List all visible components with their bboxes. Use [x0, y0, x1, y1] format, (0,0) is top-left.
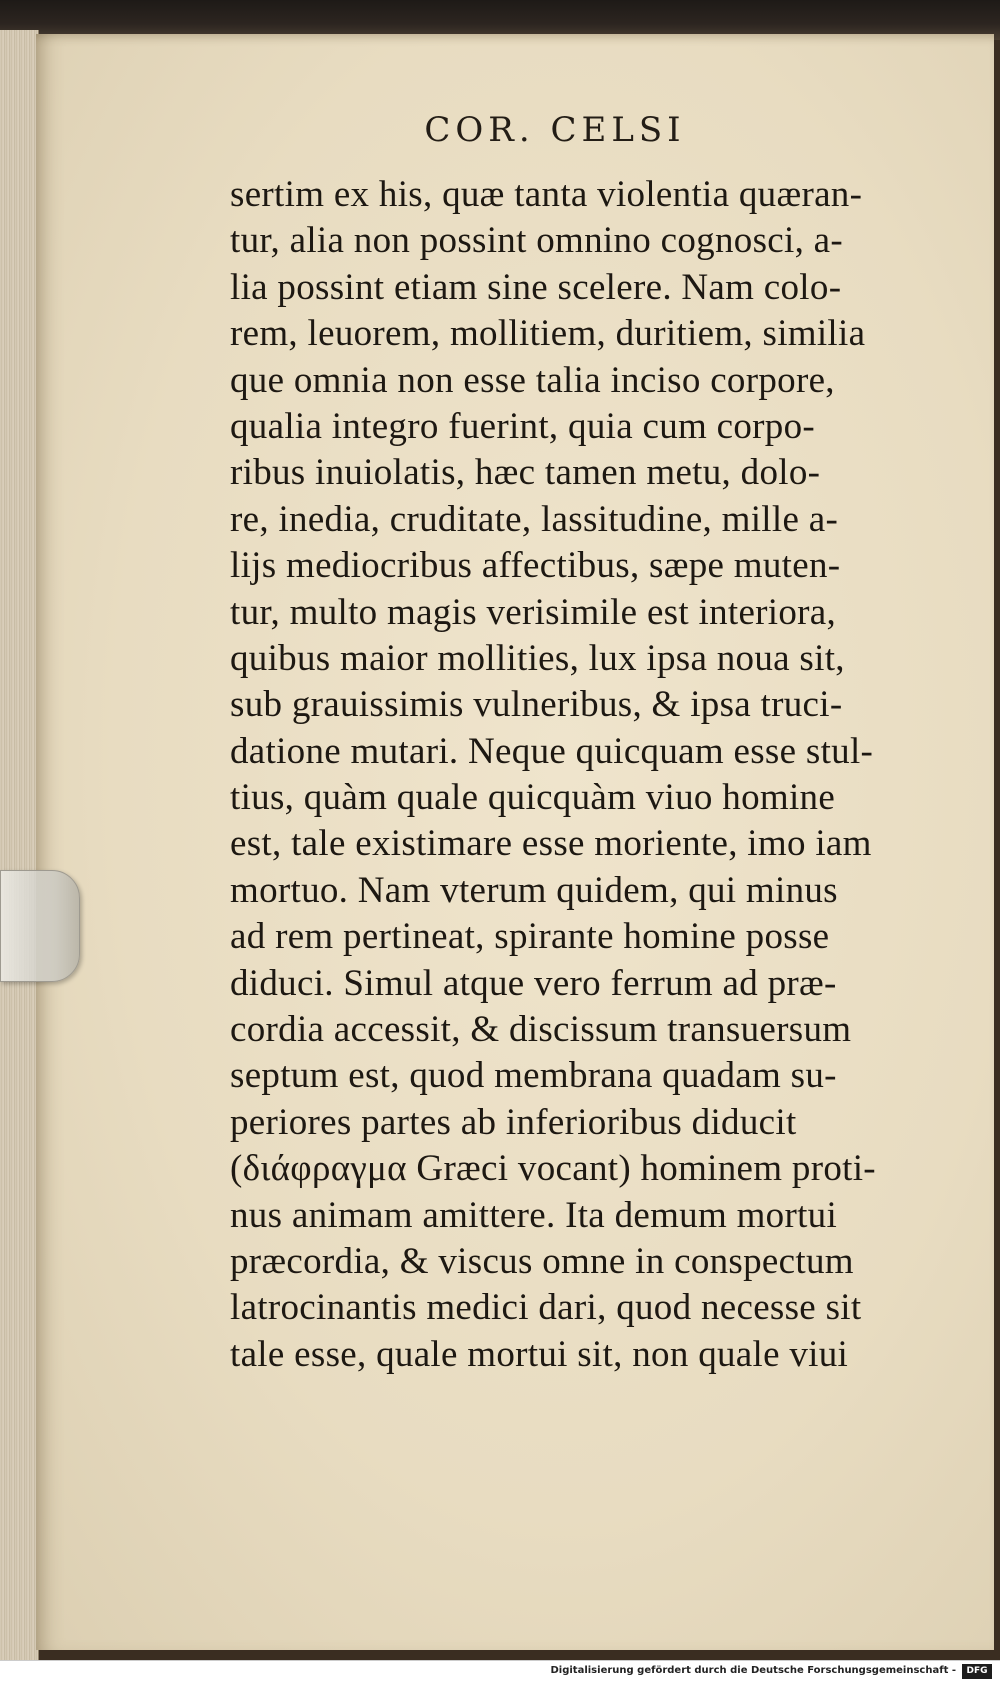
dfg-logo: DFG [962, 1664, 992, 1679]
text-line: tale esse, quale mortui sit, non quale viui [230, 1333, 849, 1375]
text-line: quibus maior mollities, lux ipsa noua sit, [230, 637, 845, 679]
text-line: rem, leuorem, mollitiem, duritiem, similia [230, 313, 866, 355]
text-line: est, tale existimare esse moriente, imo iam [230, 823, 872, 865]
text-line: tius, quàm quale quicquàm viuo homine [230, 777, 836, 819]
text-line: que omnia non esse talia inciso corpore, [230, 359, 835, 401]
text-line: septum est, quod membrana quadam su- [230, 1055, 837, 1097]
text-line: lijs mediocribus affectibus, sæpe muten- [230, 545, 841, 587]
text-line: tur, multo magis verisimile est interiora, [230, 591, 837, 633]
book-fore-edge [0, 30, 39, 1660]
text-line: sertim ex his, quæ tanta violentia quæran- [230, 174, 863, 215]
text-line: mortuo. Nam vterum quidem, qui minus [230, 869, 838, 911]
funding-credit: Digitalisierung gefördert durch die Deutsche Forschungsgemeinschaft - [550, 1665, 956, 1676]
text-line: præcordia, & viscus omne in conspectum [230, 1240, 854, 1282]
footer-bar [0, 1660, 1000, 1682]
text-line: datione mutari. Neque quicquam esse stul- [230, 730, 874, 772]
text-line: diduci. Simul atque vero ferrum ad præ- [230, 962, 837, 1004]
text-line: nus animam amittere. Ita demum mortui [230, 1194, 838, 1236]
text-line: ribus inuiolatis, hæc tamen metu, dolo- [230, 452, 821, 494]
text-line: qualia integro fuerint, quia cum corpo- [230, 405, 816, 447]
text-line: latrocinantis medici dari, quod necesse sit [230, 1287, 862, 1329]
page-holder-clip [0, 870, 80, 982]
text-line: cordia accessit, & discissum transuersum [230, 1009, 852, 1051]
text-line: (διάφραγμα Græci vocant) hominem proti- [230, 1148, 876, 1190]
book-page [36, 34, 994, 1650]
running-head: COR. CELSI [424, 110, 686, 150]
text-line: periores partes ab inferioribus diducit [230, 1101, 797, 1143]
text-line: re, inedia, cruditate, lassitudine, mille a- [230, 498, 839, 540]
text-line: ad rem pertineat, spirante homine posse [230, 916, 830, 958]
text-line: lia possint etiam sine scelere. Nam colo- [230, 266, 842, 308]
text-line: tur, alia non possint omnino cognosci, a- [230, 220, 844, 262]
text-block [230, 172, 970, 1378]
text-line: sub grauissimis vulneribus, & ipsa truci- [230, 684, 843, 726]
